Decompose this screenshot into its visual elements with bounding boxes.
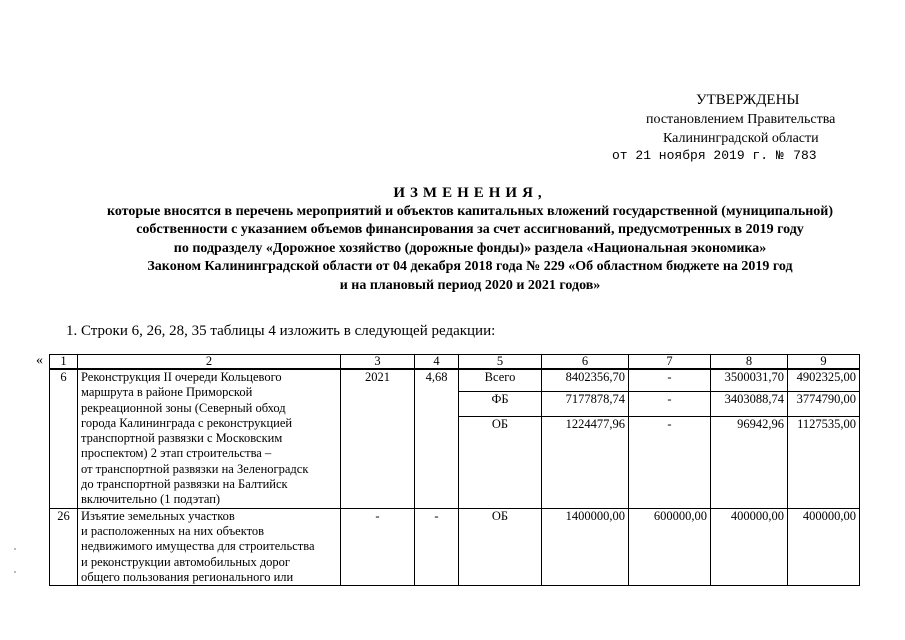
approval-line-1: постановлением Правительства	[646, 112, 836, 127]
column-header: 4	[415, 355, 459, 370]
column-header: 2	[78, 355, 341, 370]
object-name-line: до транспортной развязки на Балтийск	[81, 477, 288, 492]
object-name-line: Изъятие земельных участков	[81, 508, 235, 523]
opening-quote: «	[36, 353, 43, 368]
source-cell: ОБ	[459, 508, 542, 585]
heading-line-5: и на плановый период 2020 и 2021 годов»	[339, 277, 601, 293]
amount-cell: 7177878,74	[542, 392, 629, 417]
approval-title: УТВЕРЖДЕНЫ	[696, 92, 800, 108]
heading-line-3: по подразделу «Дорожное хозяйство (дорожные фонды)» раздела «Национальная экономика»	[173, 240, 767, 256]
amount-cell: 8402356,70	[542, 369, 629, 392]
year-cell: 2021	[341, 369, 415, 508]
table-row	[50, 369, 860, 392]
object-name-line: и расположенных на них объектов	[81, 523, 265, 538]
amount-cell: -	[629, 392, 711, 417]
amount-cell: 3500031,70	[711, 369, 788, 392]
column-header: 5	[459, 355, 542, 370]
column-header: 1	[50, 355, 78, 370]
column-header: 6	[542, 355, 629, 370]
row-number: 26	[50, 508, 78, 585]
approval-number: 783	[793, 148, 817, 163]
amount-cell: 3403088,74	[711, 392, 788, 417]
approval-date: от 21 ноября 2019 г. №	[612, 148, 784, 163]
row-number: 6	[50, 369, 78, 508]
amount-cell: 96942,96	[711, 417, 788, 508]
scan-speck	[14, 548, 16, 550]
source-cell: Всего	[459, 369, 542, 392]
heading-line-4: Законом Калининградской области от 04 декабря 2018 года № 229 «Об областном бюджете на 2019 год	[147, 259, 793, 275]
column-header: 8	[711, 355, 788, 370]
object-name-line: маршрута в районе Приморской	[81, 385, 253, 400]
object-name-line: Реконструкция II очереди Кольцевого	[81, 370, 282, 384]
object-name-line: рекреационной зоны (Северный обход	[81, 400, 286, 415]
amount-cell: 3774790,00	[788, 392, 860, 417]
object-name-line: транспортной развязки с Московским	[81, 431, 283, 446]
object-name-line: города Калининграда с реконструкцией	[81, 415, 293, 430]
object-name-line: общего пользования регионального или	[81, 569, 294, 584]
amount-cell: 1224477,96	[542, 417, 629, 508]
column-header: 7	[629, 355, 711, 370]
amount-cell: 400000,00	[788, 508, 860, 585]
object-name	[78, 508, 341, 585]
amount-cell: 400000,00	[711, 508, 788, 585]
source-cell: ОБ	[459, 417, 542, 508]
table-header-row	[50, 355, 860, 370]
changes-table	[49, 354, 860, 586]
heading-title: ИЗМЕНЕНИЯ,	[393, 185, 547, 201]
object-name-line: и реконструкции автомобильных дорог	[81, 554, 291, 569]
object-name-line: включительно (1 подэтап)	[81, 492, 221, 507]
heading-line-1: которые вносятся в перечень мероприятий и объектов капитальных вложений государственной (муниципальной)	[106, 203, 834, 219]
amount-cell: -	[629, 417, 711, 508]
object-name-line: недвижимого имущества для строительства	[81, 539, 315, 554]
object-name-line: проспектом) 2 этап строительства –	[81, 446, 272, 461]
object-name	[78, 369, 341, 508]
amount-cell: 600000,00	[629, 508, 711, 585]
value4-cell: 4,68	[415, 369, 459, 508]
amount-cell: 4902325,00	[788, 369, 860, 392]
column-header: 3	[341, 355, 415, 370]
amount-cell: -	[629, 369, 711, 392]
approval-line-2: Калининградской области	[663, 131, 819, 146]
value4-cell: -	[415, 508, 459, 585]
document-heading	[40, 184, 900, 296]
scan-speck	[14, 571, 16, 573]
intro-text: 1. Строки 6, 26, 28, 35 таблицы 4 изложить в следующей редакции:	[66, 323, 496, 339]
year-cell: -	[341, 508, 415, 585]
amount-cell: 1400000,00	[542, 508, 629, 585]
column-header: 9	[788, 355, 860, 370]
table-row	[50, 508, 860, 585]
object-name-line: от транспортной развязки на Зеленоградск	[81, 461, 309, 476]
approval-date-line	[612, 148, 817, 164]
source-cell: ФБ	[459, 392, 542, 417]
heading-line-2: собственности с указанием объемов финансирования за счет ассигнований, предусмотренных в 2019 году	[136, 222, 804, 238]
amount-cell: 1127535,00	[788, 417, 860, 508]
